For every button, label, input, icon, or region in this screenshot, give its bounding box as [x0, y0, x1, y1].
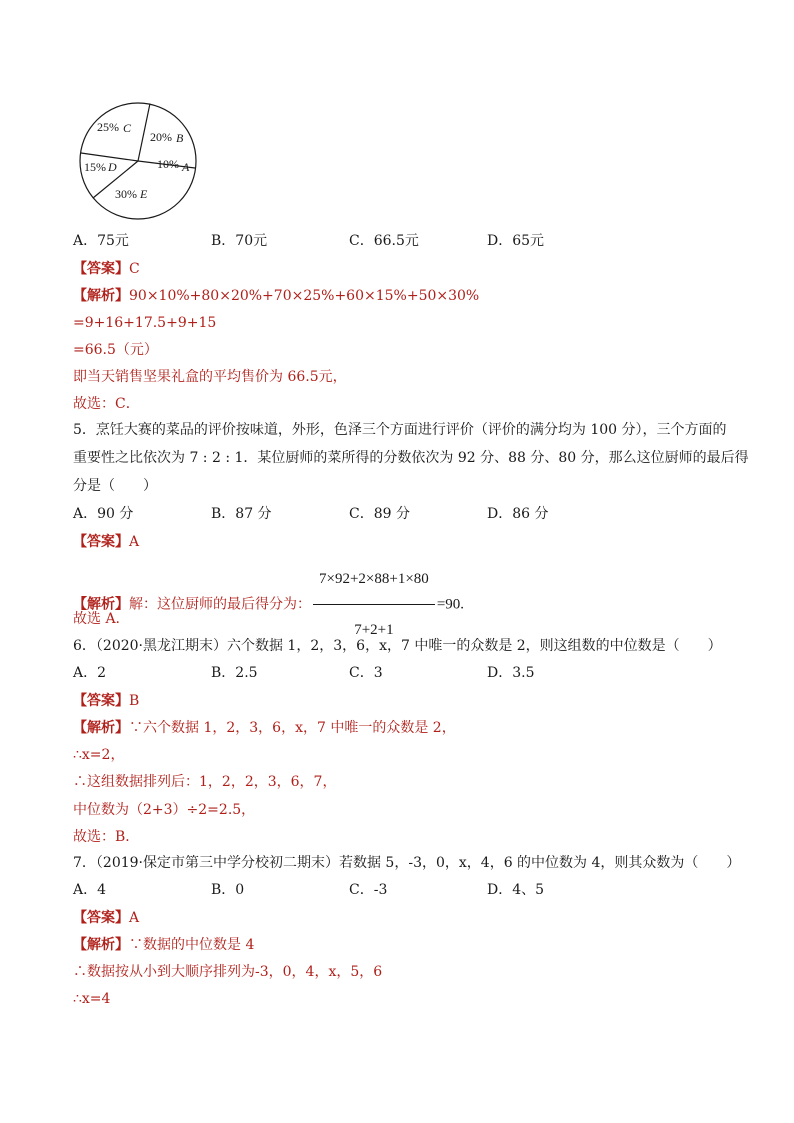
q6-stem: 6．（2020·黑龙江期末）六个数据 1，2，3，6，x，7 中唯一的众数是 2，则这组数的中位数是（ ） — [73, 638, 722, 654]
analysis-line: ∵六个数据 1，2，3，6，x，7 中唯一的众数是 2， — [129, 720, 456, 736]
analysis-line: 即当天销售坚果礼盒的平均售价为 66.5元， — [73, 369, 347, 385]
pie-label-d-pct: 15% — [84, 160, 106, 174]
q7-option-d: D．4、5 — [487, 882, 545, 898]
pie-chart — [78, 101, 198, 221]
q4-analysis — [73, 286, 479, 306]
q5-option-d: D．86 分 — [487, 506, 549, 522]
q5-option-b: B．87 分 — [211, 506, 272, 522]
analysis-prefix: 解：这位厨师的最后得分为： — [129, 596, 311, 613]
analysis-line: 故选：B． — [73, 829, 140, 845]
answer-tag: 【答案】 — [73, 910, 129, 926]
pie-label-c-pct: 25% — [97, 120, 119, 134]
pie-label-b-pct: 20% — [150, 130, 172, 144]
q5-stem-line: 5．烹饪大赛的菜品的评价按味道，外形，色泽三个方面进行评价（评价的满分均为 100 分），三个方面的 — [73, 422, 727, 438]
answer-tag: 【答案】 — [73, 534, 129, 550]
answer-tag: 【答案】 — [73, 261, 129, 277]
q4-option-c: C．66.5元 — [349, 233, 419, 249]
q6-option-d: D．3.5 — [487, 665, 535, 681]
pie-label-b: B — [176, 131, 184, 145]
analysis-line: 90×10%+80×20%+70×25%+60×15%+50×30% — [129, 288, 480, 304]
answer-value: B — [129, 693, 140, 709]
pie-label-d: D — [108, 160, 117, 174]
fraction-result: =90 — [436, 596, 461, 613]
q6-option-b: B．2.5 — [211, 665, 258, 681]
fraction-numerator: 7×92+2×88+1×80 — [313, 556, 435, 605]
q4-answer — [73, 259, 140, 279]
q4-option-d: D．65元 — [487, 233, 545, 249]
q5-conclusion: 故选 A. — [73, 611, 121, 627]
q5-stem-line: 分是（ ） — [73, 478, 157, 494]
q5-answer — [73, 532, 139, 552]
q6-option-a: A．2 — [73, 665, 107, 681]
q5-option-c: C．89 分 — [349, 506, 410, 522]
answer-value: C — [129, 261, 140, 277]
pie-label-a: A — [182, 160, 190, 174]
analysis-line: ∵数据的中位数是 4 — [129, 937, 255, 953]
analysis-line: 中位数为（2+3）÷2=2.5， — [73, 802, 256, 818]
q7-option-a: A．4 — [73, 882, 107, 898]
analysis-tag: 【解析】 — [73, 720, 129, 736]
analysis-tag: 【解析】 — [73, 288, 129, 304]
analysis-tag: 【解析】 — [73, 596, 129, 613]
analysis-line: ∴这组数据排列后：1，2，2，3，6，7， — [73, 774, 337, 790]
fraction-end: . — [460, 596, 465, 613]
q7-option-c: C．-3 — [349, 882, 388, 898]
pie-label-e: E — [140, 187, 148, 201]
analysis-line: ∴x=2， — [73, 747, 125, 763]
answer-tag: 【答案】 — [73, 693, 129, 709]
fraction-denominator: 7+2+1 — [354, 622, 394, 638]
analysis-line: ∴数据按从小到大顺序排列为-3，0，4，x，5，6 — [73, 964, 383, 980]
q6-answer — [73, 691, 139, 711]
q7-answer — [73, 908, 139, 928]
q7-analysis — [73, 935, 254, 955]
q6-option-c: C．3 — [349, 665, 383, 681]
analysis-line: =66.5（元） — [73, 342, 158, 358]
q5-option-a: A．90 分 — [73, 506, 134, 522]
answer-value: A — [129, 910, 140, 926]
q4-option-b: B．70元 — [211, 233, 268, 249]
pie-label-c: C — [123, 121, 132, 135]
answer-value: A — [129, 534, 140, 550]
q6-analysis — [73, 718, 456, 738]
q7-stem: 7．（2019·保定市第三中学分校初二期末）若数据 5，-3，0，x，4，6 的中位数为 4，则其众数为（ ） — [73, 855, 741, 871]
q5-stem-line: 重要性之比依次为 7 : 2 : 1．某位厨师的菜所得的分数依次为 92 分、88 分、80 分，那么这位厨师的最后得 — [73, 450, 749, 466]
pie-label-a-pct: 10% — [157, 157, 179, 171]
q7-option-b: B．0 — [211, 882, 245, 898]
analysis-line: =9+16+17.5+9+15 — [73, 315, 217, 331]
q4-option-a: A．75元 — [73, 233, 129, 249]
analysis-line: 故选：C． — [73, 396, 140, 412]
analysis-tag: 【解析】 — [73, 937, 129, 953]
analysis-line: ∴x=4 — [73, 991, 111, 1007]
pie-label-e-pct: 30% — [115, 187, 137, 201]
